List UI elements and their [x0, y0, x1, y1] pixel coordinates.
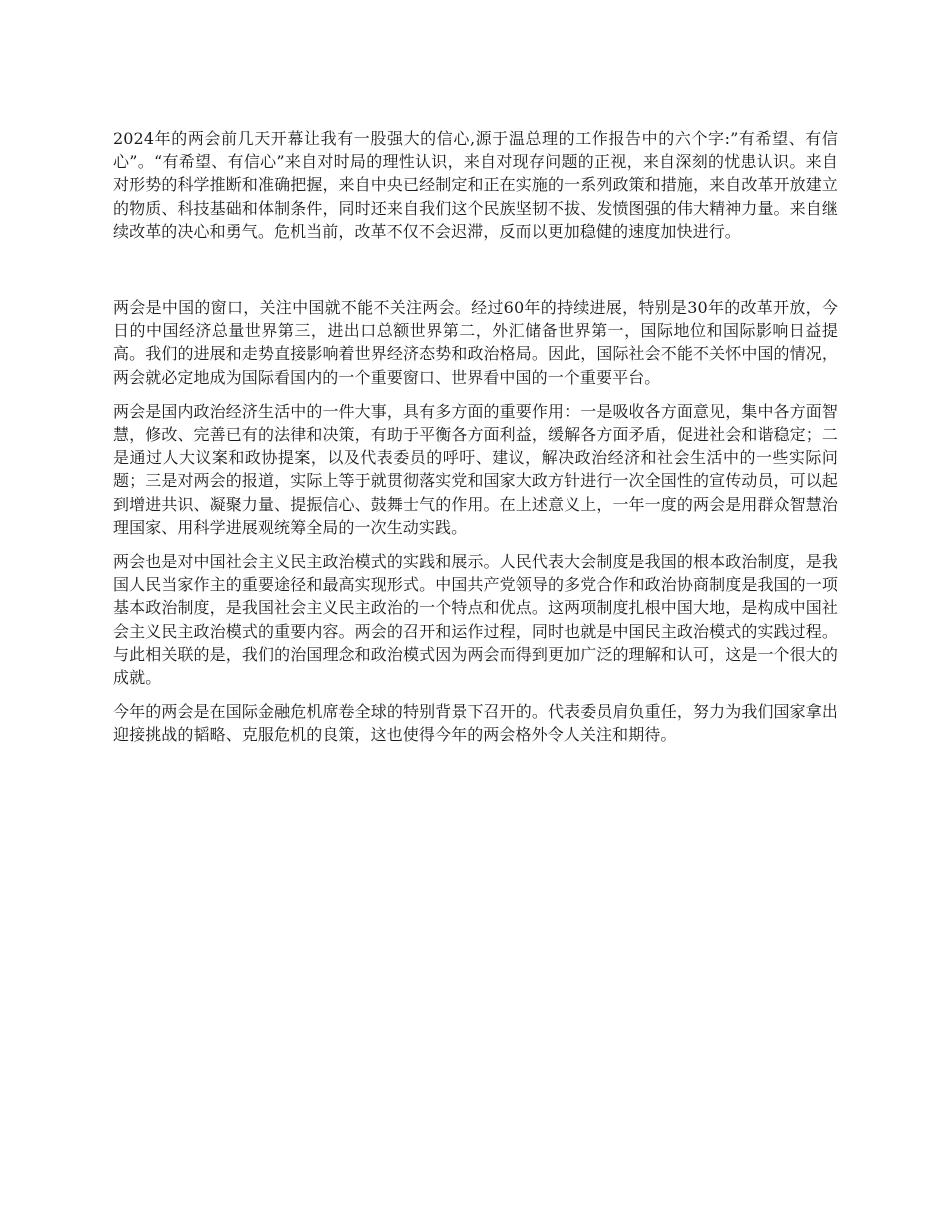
paragraph-major-event: 两会是国内政治经济生活中的一件大事，具有多方面的重要作用：一是吸收各方面意见，集中各方面智慧，修改、完善已有的法律和决策，有助于平衡各方面利益，缓解各方面矛盾，促进社会和谐稳定；二是通过人大议案和政协提案，以及代表委员的呼吁、建议，解决政治经济和社会生活中的一些实际问题；三是对两会的报道，实际上等于就贯彻落实党和国家大政方针进行一次全国性的宣传动员，可以起到增进共识、凝聚力量、提振信心、鼓舞士气的作用。在上述意义上，一年一度的两会是用群众智慧治理国家、用科学进展观统筹全局的一次生动实践。 — [113, 401, 838, 537]
paragraph-democracy: 两会也是对中国社会主义民主政治模式的实践和展示。人民代表大会制度是我国的根本政治制度，是我国人民当家作主的重要途径和最高实现形式。中国共产党领导的多党合作和政治协商制度是我国的一项基本政治制度，是我国社会主义民主政治的一个特点和优点。这两项制度扎根中国大地，是构成中国社会主义民主政治模式的重要内容。两会的召开和运作过程，同时也就是中国民主政治模式的实践过程。与此相关联的是，我们的治国理念和政治模式因为两会而得到更加广泛的理解和认可，这是一个很大的成就。 — [113, 552, 838, 688]
paragraph-window: 两会是中国的窗口，关注中国就不能不关注两会。经过60年的持续进展，特别是30年的改革开放，今日的中国经济总量世界第三，进出口总额世界第二，外汇储备世界第一，国际地位和国际影响日益提高。我们的进展和走势直接影响着世界经济态势和政治格局。因此，国际社会不能不关怀中国的情况，两会就必定地成为国际看国内的一个重要窗口、世界看中国的一个重要平台。 — [113, 298, 838, 387]
paragraph-financial-crisis: 今年的两会是在国际金融危机席卷全球的特别背景下召开的。代表委员肩负重任，努力为我们国家拿出迎接挑战的韬略、克服危机的良策，这也使得今年的两会格外令人关注和期待。 — [113, 702, 838, 745]
paragraph-confidence: 2024年的两会前几天开幕让我有一股强大的信心,源于温总理的工作报告中的六个字:”有希望、有信心”。“有希望、有信心”来自对时局的理性认识，来自对现存问题的正视，来自深刻的忧患认识。来自对形势的科学推断和准确把握，来自中央已经制定和正在实施的一系列政策和措施，来自改革开放建立的物质、科技基础和体制条件，同时还来自我们这个民族坚韧不拔、发愤图强的伟大精神力量。来自继续改革的决心和勇气。危机当前，改革不仅不会迟滞，反而以更加稳健的速度加快进行。 — [113, 129, 838, 241]
document-body — [113, 127, 838, 747]
